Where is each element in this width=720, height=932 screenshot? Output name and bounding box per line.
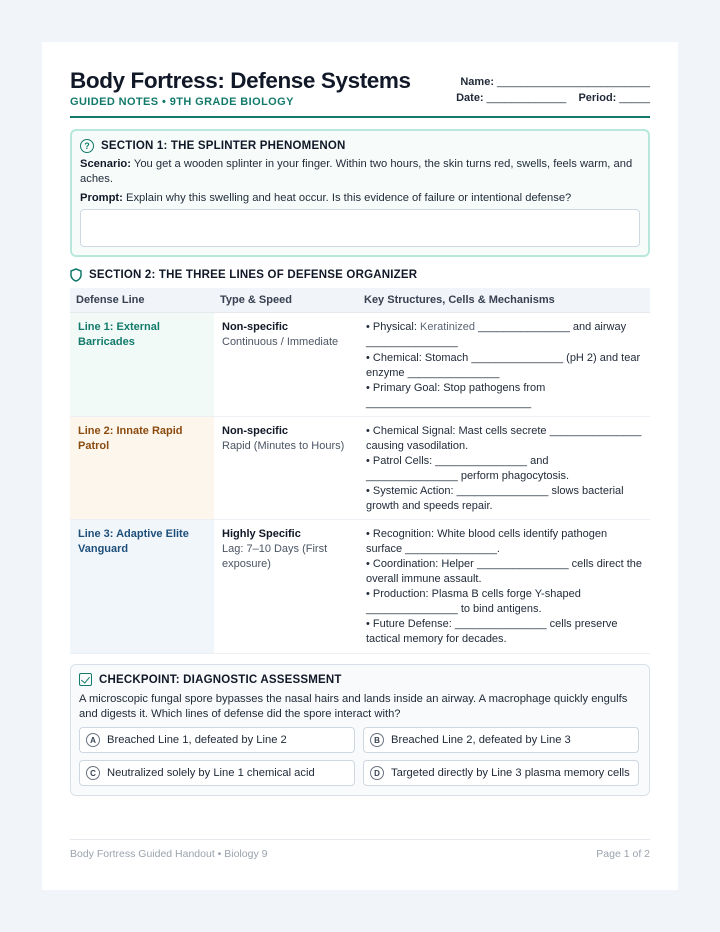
- line1-keyword: Keratinized: [419, 320, 476, 333]
- line3-production: • Production: Plasma B cells forge Y-shaped _______________ to bind antigens.: [366, 587, 581, 615]
- table-row: [70, 416, 650, 519]
- section1-header: [80, 139, 346, 153]
- name-label: Name:: [460, 76, 494, 88]
- line1-goal: • Primary Goal: Stop pathogens from ___________________________: [366, 381, 546, 409]
- line2-patrol: • Patrol Cells: _______________ and _______________ perform phagocytosis.: [366, 454, 570, 482]
- name-blank: _________________________: [497, 76, 650, 88]
- footer-left: Body Fortress Guided Handout • Biology 9: [70, 848, 268, 860]
- checkbox-check-icon: [79, 673, 92, 686]
- option-a-text: Breached Line 1, defeated by Line 2: [107, 734, 287, 746]
- shield-icon: [70, 268, 82, 282]
- prompt-label: Prompt:: [80, 192, 123, 204]
- option-c-text: Neutralized solely by Line 1 chemical acid: [107, 767, 315, 779]
- checkpoint-header: [79, 673, 342, 686]
- line1-physical: [366, 320, 642, 350]
- line3-coordination: • Coordination: Helper _______________ cells direct the overall immune assault.: [366, 557, 642, 585]
- col-type-speed: Type & Speed: [214, 288, 358, 312]
- prompt-body: Explain why this swelling and heat occur. Is this evidence of failure or intentional defense?: [126, 192, 572, 204]
- line1-speed: Continuous / Immediate: [222, 335, 339, 348]
- line2-mechanisms: [358, 416, 650, 519]
- option-b[interactable]: [363, 727, 639, 753]
- line2-type: Non-specific: [222, 424, 289, 437]
- col-defense-line: Defense Line: [70, 288, 214, 312]
- page-title: Body Fortress: Defense Systems: [70, 68, 411, 93]
- option-c[interactable]: [79, 760, 355, 786]
- checkpoint-section: [70, 664, 650, 796]
- line2-speed: Rapid (Minutes to Hours): [222, 439, 345, 452]
- option-d-text: Targeted directly by Line 3 plasma memory cells: [391, 767, 630, 779]
- scenario-text: [80, 157, 640, 186]
- section2-header: [70, 268, 417, 282]
- option-c-letter: C: [86, 766, 100, 780]
- date-blank: _____________: [486, 92, 567, 104]
- option-b-letter: B: [370, 733, 384, 747]
- line3-type: Highly Specific: [222, 527, 301, 540]
- checkpoint-title: CHECKPOINT: DIAGNOSTIC ASSESSMENT: [99, 673, 342, 686]
- period-label: Period:: [578, 92, 617, 104]
- option-a[interactable]: [79, 727, 355, 753]
- checkpoint-question: A microscopic fungal spore bypasses the nasal hairs and lands inside an airway. A macrophage quickly engulfs and digests it. Which lines of defense did the spore interact with?: [79, 693, 628, 720]
- line2-type-cell: [214, 416, 358, 519]
- splinter-answer-box[interactable]: [80, 209, 640, 247]
- option-a-letter: A: [86, 733, 100, 747]
- page-subtitle: GUIDED NOTES • 9TH GRADE BIOLOGY: [70, 96, 294, 108]
- line3-type-cell: [214, 519, 358, 653]
- scenario-body: You get a wooden splinter in your finger. Within two hours, the skin turns red, swells, feels warm, and aches.: [80, 158, 633, 185]
- line1-type: Non-specific: [222, 320, 289, 333]
- date-label: Date:: [456, 92, 484, 104]
- option-d[interactable]: [363, 760, 639, 786]
- line2-signal: • Chemical Signal: Mast cells secrete _______________ causing vasodilation.: [366, 424, 642, 452]
- line1-physical-rest: _______________ and airway _______________: [366, 320, 627, 348]
- table-header-row: [70, 288, 650, 312]
- period-blank: _____: [619, 92, 650, 104]
- section2-title: SECTION 2: THE THREE LINES OF DEFENSE ORGANIZER: [89, 269, 418, 281]
- line3-speed: Lag: 7–10 Days (First exposure): [222, 542, 328, 570]
- option-d-letter: D: [370, 766, 384, 780]
- line1-name: Line 1: External Barricades: [70, 312, 214, 416]
- defense-organizer-table: [70, 288, 650, 654]
- table-row: [70, 312, 650, 416]
- line3-memory: • Future Defense: _______________ cells preserve tactical memory for decades.: [366, 617, 618, 645]
- page-footer: [70, 839, 650, 860]
- line2-name: Line 2: Innate Rapid Patrol: [70, 416, 214, 519]
- line3-mechanisms: [358, 519, 650, 653]
- name-row: [456, 74, 650, 90]
- question-circle-icon: ?: [80, 139, 94, 153]
- line3-name: Line 3: Adaptive Elite Vanguard: [70, 519, 214, 653]
- handout-page: [42, 42, 678, 890]
- scenario-label: Scenario:: [80, 158, 131, 170]
- line1-mechanisms: [358, 312, 650, 416]
- option-b-text: Breached Line 2, defeated by Line 3: [391, 734, 571, 746]
- line1-chemical: • Chemical: Stomach _______________ (pH 2) and tear enzyme _______________: [366, 351, 641, 379]
- student-info: [456, 74, 650, 106]
- col-structures: Key Structures, Cells & Mechanisms: [358, 288, 650, 312]
- table-row: [70, 519, 650, 653]
- section1-title: SECTION 1: THE SPLINTER PHENOMENON: [101, 140, 346, 152]
- line1-type-cell: [214, 312, 358, 416]
- prompt-text: [80, 191, 640, 206]
- line2-systemic: • Systemic Action: _______________ slows bacterial growth and speeds repair.: [366, 484, 624, 512]
- section-splinter: [70, 129, 650, 257]
- line3-recognition: • Recognition: White blood cells identify pathogen surface _______________.: [366, 527, 608, 555]
- footer-page-number: Page 1 of 2: [596, 848, 650, 860]
- page-header: [70, 68, 650, 118]
- date-period-row: [456, 90, 650, 106]
- line1-physical-label: • Physical:: [366, 320, 420, 333]
